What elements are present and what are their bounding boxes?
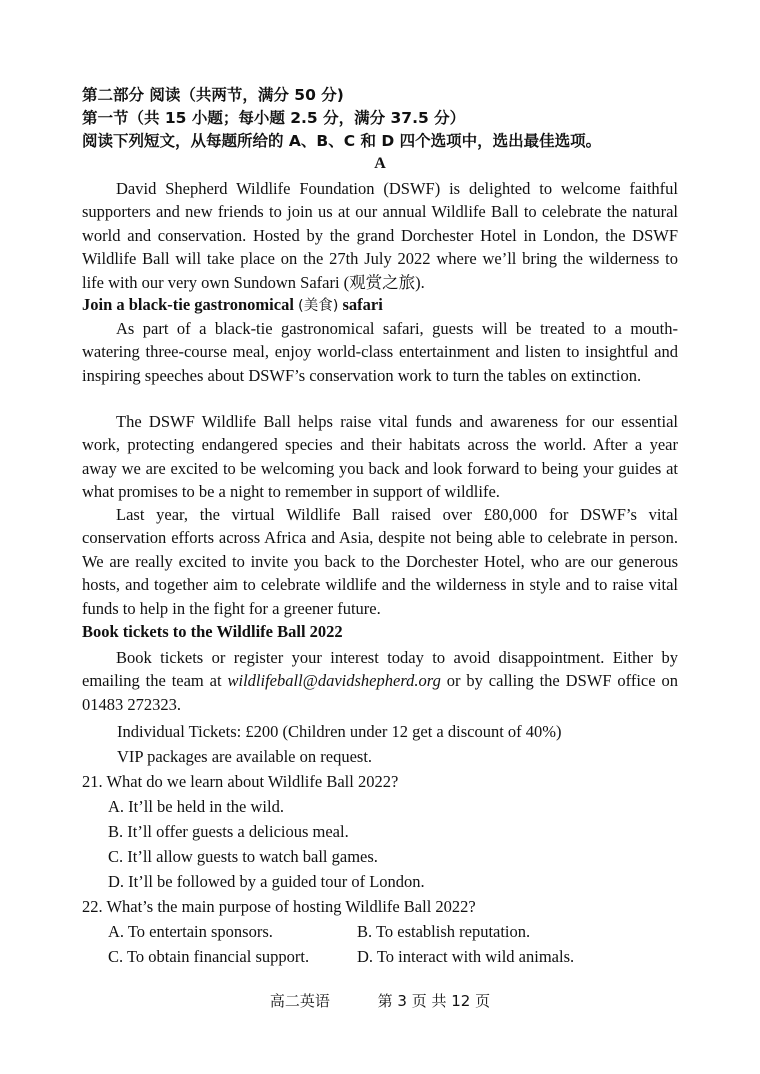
- ticket-price: Individual Tickets: £200 (Children under 12 get a discount of 40%): [117, 722, 562, 741]
- vip-note: VIP packages are available on request.: [117, 747, 373, 766]
- question-21-option-d: D. It’ll be followed by a guided tour of London.: [108, 872, 425, 891]
- instruction-text: 阅读下列短文，从每题所给的 A、B、C 和 D 四个选项中，选出最佳选项。: [82, 132, 602, 150]
- paragraph-2: As part of a black-tie gastronomical safari, guests will be treated to a mouth-watering three-course meal, enjoy world-class entertainment and listen to insightful and inspiring speeches about DSWF’s conservation work to turn the tables on extinction.: [82, 319, 678, 385]
- subheading-safari-part-1: Join a black-tie gastronomical: [82, 295, 299, 314]
- footer-page-number: 第 3 页 共 12 页: [377, 992, 491, 1010]
- subheading-safari-part-2: safari: [338, 295, 383, 314]
- question-22-stem: 22. What’s the main purpose of hosting Wildlife Ball 2022?: [82, 897, 476, 916]
- subheading-tickets: Book tickets to the Wildlife Ball 2022: [82, 622, 343, 641]
- paragraph-1: David Shepherd Wildlife Foundation (DSWF) is delighted to welcome faithful supporters and new friends to join us at our annual Wildlife Ball to celebrate the natural world and conservation. Hosted by the grand Dorchester Hotel in London, the DSWF Wildlife Ball will take place on the 27th July 2022 where we’ll bring the wilderness to life with our very own Sundown Safari (观赏之旅).: [82, 179, 678, 292]
- footer-subject: 高二英语: [269, 992, 330, 1010]
- subheading-safari-cjk: (美食): [298, 298, 339, 314]
- passage-letter: A: [374, 155, 386, 172]
- paragraph-4: Last year, the virtual Wildlife Ball raised over £80,000 for DSWF’s vital conservation efforts across Africa and Asia, despite not being able to celebrate in person. We are really excited to invite you back to the Dorchester Hotel, who are our generous hosts, and together aim to celebrate wildlife and the wilderness in style and to raise vital funds to help in the fight for a greener future.: [82, 505, 678, 618]
- paragraph-5-text-b: or by calling the DSWF office on 01483 272323.: [82, 671, 678, 714]
- part-heading: 第二部分 阅读（共两节，满分 50 分): [82, 86, 344, 104]
- question-22-option-a: A. To entertain sponsors.: [108, 922, 273, 941]
- question-21-stem: 21. What do we learn about Wildlife Ball 2022?: [82, 772, 399, 791]
- paragraph-5: [82, 646, 678, 716]
- page-footer: [0, 990, 760, 1011]
- question-22-option-c: C. To obtain financial support.: [108, 947, 310, 966]
- question-21-option-c: C. It’ll allow guests to watch ball games.: [108, 847, 378, 866]
- section-heading: 第一节（共 15 小题；每小题 2.5 分，满分 37.5 分）: [82, 109, 466, 127]
- paragraph-5-text-a: Book tickets or register your interest today to avoid disappointment. Either by emailing the team at: [82, 648, 678, 691]
- question-22-option-d: D. To interact with wild animals.: [357, 947, 575, 966]
- question-21-option-b: B. It’ll offer guests a delicious meal.: [108, 822, 349, 841]
- question-21-option-a: A. It’ll be held in the wild.: [108, 797, 284, 816]
- question-22-option-b: B. To establish reputation.: [357, 922, 531, 941]
- email-link[interactable]: wildlifeball@davidshepherd.org: [227, 671, 441, 691]
- paragraph-3: The DSWF Wildlife Ball helps raise vital funds and awareness for our essential work, protecting endangered species and their habitats across the world. After a year away we are excited to be welcoming you back and look forward to being your guides at what promises to be a night to remember in support of wildlife.: [82, 412, 678, 502]
- subheading-safari: [82, 293, 383, 318]
